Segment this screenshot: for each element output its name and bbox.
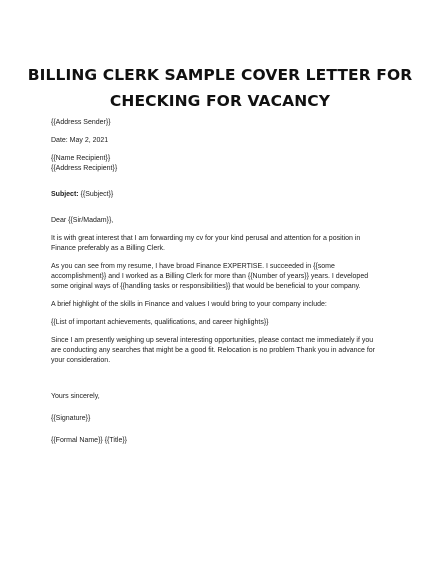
paragraph-2 [51,262,400,292]
subject-line [51,190,400,200]
paragraph-line: It is with great interest that I am forwarding my cv for your kind perusal and attention for a position in [51,235,361,242]
paragraph-3 [51,300,400,310]
title-line-1: BILLING CLERK SAMPLE COVER LETTER FOR [27,66,413,84]
paragraph-line: some original ways of {{handling tasks or responsibilities}} that would be beneficial to your company. [51,283,361,290]
paragraph-5 [51,336,400,366]
paragraph-line: are conducting any searches that might be a good fit. Relocation is no problem Thank you in advance for [51,347,376,354]
signature: {{Signature}} [51,415,91,422]
title-line-2: CHECKING FOR VACANCY [109,92,331,110]
salutation: Dear {{Sir/Madam}}, [51,217,114,224]
paragraph-line: your consideration. [51,357,111,364]
paragraph-line: Finance preferably as a Billing Clerk. [51,245,165,252]
closing: Yours sincerely, [51,393,100,400]
subject-value: {{Subject}} [78,191,114,198]
paragraph-line: accomplishment}} and I worked as a Billing Clerk for more than {{Number of years}} years. I developed [51,273,369,280]
letter-body [51,118,400,446]
paragraph-line: Since I am presently weighing up several interesting opportunities, please contact me immediately if you [51,337,374,344]
document-title [20,62,420,114]
subject-label: Subject: [51,191,79,198]
paragraph-line: As you can see from my resume, I have broad Finance EXPERTISE. I succeeded in {{some [51,263,335,270]
paragraph-line: A brief highlight of the skills in Finance and values I would bring to your company include: [51,301,327,308]
name-recipient: {{Name Recipient}} [51,155,111,162]
paragraph-4 [51,318,400,328]
address-recipient: {{Address Recipient}} [51,165,118,172]
address-sender: {{Address Sender}} [51,119,111,126]
formal-name: {{Formal Name}} {{Title}} [51,437,128,444]
paragraph-line: {{List of important achievements, qualifications, and career highlights}} [51,319,269,326]
paragraph-1 [51,234,400,254]
letter-date: Date: May 2, 2021 [51,137,109,144]
